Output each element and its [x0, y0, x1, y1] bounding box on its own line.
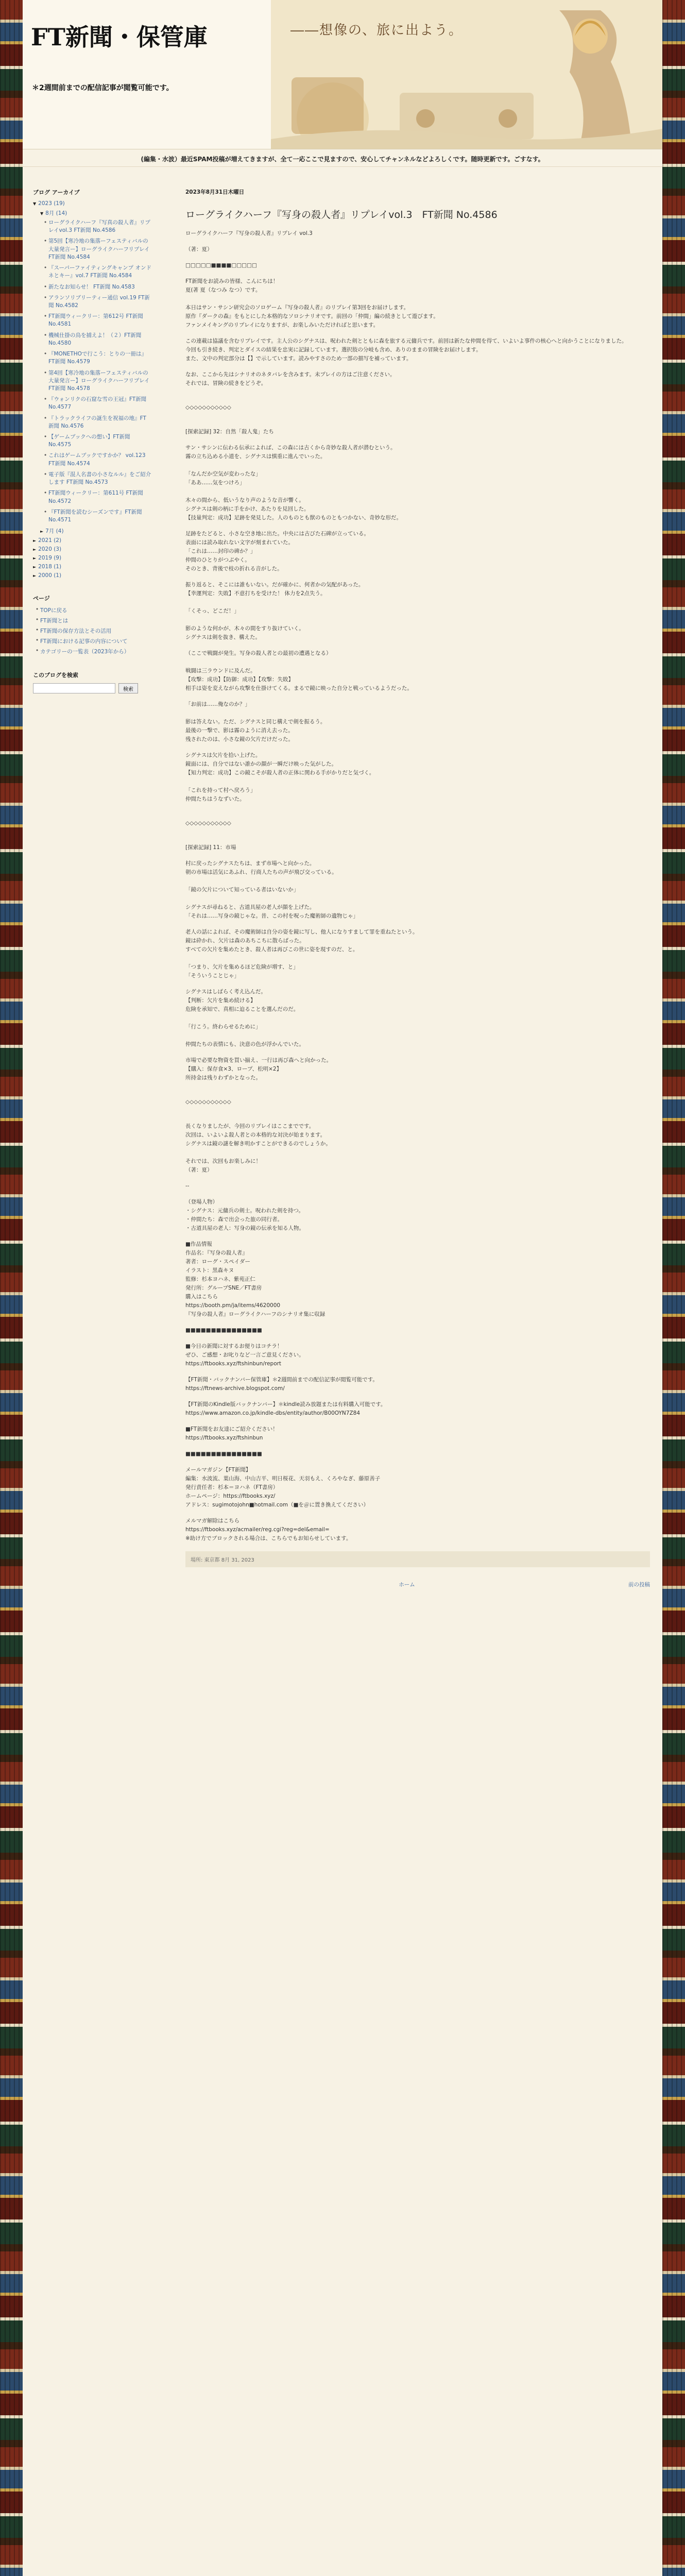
- archive-post-item[interactable]: • 『スーパーファイティングキャンプ オンドネとキー』vol.7 FT新聞 No.4584: [48, 264, 151, 280]
- search-row: [33, 683, 151, 693]
- post-paragraph: 市場で必要な物資を買い揃え、一行は再び森へと向かった。 【購入：保存食×3、ロープ、松明×2】 所持金は残りわずかとなった。: [185, 1057, 332, 1081]
- archive-year-2018[interactable]: [33, 564, 151, 570]
- archive-post-item[interactable]: • 電子版『混人名書の小さなルル』をご紹介します FT新聞 No.4573: [48, 471, 151, 486]
- search-button[interactable]: 検索: [118, 683, 138, 693]
- archive-title: ブログ アーカイブ: [33, 189, 80, 196]
- page-item[interactable]: • FT新聞とは: [40, 617, 151, 624]
- section-divider: ◇◇◇◇◇◇◇◇◇◇◇: [185, 404, 231, 411]
- post-paragraph: （登場人物） ・シグナス：元傭兵の剣士。呪われた剣を持つ。 ・仲間たち：森で出会った旅の同行者。 ・古道具屋の老人：写身の鏡の伝承を知る人物。: [185, 1199, 304, 1231]
- archive-post-item[interactable]: • 第4回【寒冷地の集落ーフェスティバルの大量発言ー】ローグライクハーフリプレイ FT新聞 No.4578: [48, 369, 151, 393]
- post-paragraph: 長くなりましたが、今回のリプレイはここまでです。 次回は、いよいよ殺人者との本格的な対決が始まります。 シグナスは鏡の謎を解き明かすことができるのでしょうか。 それでは、次回もお楽しみに！ （著：夏）: [185, 1123, 331, 1173]
- post-paragraph: （ここで戦闘が発生。写身の殺人者との最初の遭遇となる） 戦闘は三ラウンドに及んだ。 【攻撃：成功】【防御：成功】【攻撃：失敗】 相手は姿を変えながら攻撃を仕掛けてくる。まるで鏡に映った自分と戦っているようだった。: [185, 650, 413, 691]
- feedback-info: ■今日の新聞に対するお便りはコチラ！ ぜひ、ご感想・お叱りなど一言ご意見ください。 https://ftbooks.xyz/ftshinbun/report: [185, 1343, 304, 1367]
- collapse-arrow-icon[interactable]: ►: [33, 538, 37, 544]
- pages-title: ページ: [33, 595, 50, 602]
- post-body: [185, 229, 650, 1543]
- section-heading: [探索記録] 11：市場: [185, 844, 236, 851]
- section-heading: [探索記録] 32：自然「殺人鬼」たち: [185, 429, 274, 435]
- collapse-arrow-icon[interactable]: ►: [33, 565, 37, 570]
- blog-archive-widget: [33, 188, 151, 579]
- home-link[interactable]: ホーム: [399, 1582, 415, 1588]
- post-paragraph: 振り返ると、そこには誰もいない。だが確かに、何者かの気配があった。 【幸運判定：失敗】不意打ちを受けた！ 体力を2点失う。 「くそっ、どこだ！」 影のような何かが、木々の間をすり抜けていく。 シグナスは剣を抜き、構えた。: [185, 582, 364, 640]
- archive-post-item[interactable]: • 第5回【寒冷地の集落ーフェスティバルの大量発言ー】ローグライクハーフリプレイ FT新聞 No.4584: [48, 238, 151, 261]
- pages-widget: [33, 594, 151, 655]
- blog-header: [23, 0, 662, 149]
- archive-month-link[interactable]: 7月 (4): [45, 528, 64, 535]
- expand-arrow-icon[interactable]: ▼: [33, 201, 37, 206]
- page-item[interactable]: • FT新聞の保存方法とその活用: [40, 627, 151, 635]
- page-item[interactable]: • カテゴリーの一覧表（2023年から）: [40, 648, 151, 655]
- archive-post-item[interactable]: • 【ゲームブックへの想い】FT新聞 No.4575: [48, 433, 151, 449]
- post-paragraph: 足跡をたどると、小さな空き地に出た。中央には古びた石碑が立っている。 表面には読み取れない文字が刻まれていた。 「これは……封印の碑か？」 仲間のひとりがつぶやく。 そのとき、背後で枝の折れる音がした。: [185, 531, 369, 572]
- mailmag-info: メールマガジン【FT新聞】 編集：水波流、葉山海、中山吉平、明日桜花、天羽もえ、くろやなぎ、藤原善子 発行責任者：杉本＝ヨハネ（FT書房） ホームページ：https://ftbooks.xyz/ アドレス：sugimotojohn■hotmail.com（■を＠に置き換えてください）: [185, 1467, 381, 1508]
- section-divider: ◇◇◇◇◇◇◇◇◇◇◇: [185, 1099, 231, 1105]
- blog-pager: [185, 1581, 650, 1588]
- post-paragraph: 村に戻ったシグナスたちは、まず市場へと向かった。 朝の市場は活気にあふれ、行商人たちの声が飛び交っている。 「鏡の欠片について知っている者はいないか」 シグナスが尋ねると、古道具屋の老人が顔を上げた。 「それは……写身の鏡じゃな。昔、この村を呪った魔術師の遺物じゃ」: [185, 860, 358, 919]
- archive-year-2021[interactable]: [33, 537, 151, 544]
- post-paragraph: --: [185, 1183, 190, 1189]
- archive-post-item[interactable]: • 新たなお知らせ！ FT新聞 No.4583: [48, 283, 151, 291]
- post-paragraph: この連載は協議を含むリプレイです。主人公のシグナスは、呪われた剣とともに森を旅する元傭兵です。前回は新たな仲間を得て、いよいよ事件の核心へと向かうことになりました。 今回も引き続き、判定とダイスの結果を忠実に記録しています。選択肢の分岐も含め、ありのままの冒険をお届けします。 また、文中の判定部分は【】で示しています。読みやすさのため一部の描写を補っています。: [185, 338, 627, 362]
- collapse-arrow-icon[interactable]: ►: [33, 556, 37, 561]
- archive-post-item[interactable]: • 『トラックライフの誕生を祝福の地』FT新聞 No.4576: [48, 415, 151, 430]
- unsubscribe-info: メルマガ解除はこちら https://ftbooks.xyz/acmailer/reg.cgi?reg=del&email= ※助け方でブロックされる場合は、こちらでもお知らせしています。: [185, 1518, 352, 1541]
- expand-arrow-icon[interactable]: ▼: [40, 211, 44, 216]
- archive-post-item[interactable]: • 機械仕掛の鳥を捕えよ！（２）FT新聞 No.4580: [48, 332, 151, 347]
- page-item[interactable]: • FT新聞における記事の内容について: [40, 637, 151, 645]
- kindle-info: 【FT新聞のKindle版バックナンバー】＊kindle読み放題または有料購入可能です。 https://www.amazon.co.jp/kindle-dbs/entity/author/B00OYN7Z84: [185, 1401, 386, 1416]
- page-item[interactable]: • TOPに戻る: [40, 606, 151, 614]
- archive-year-link[interactable]: 2000 (1): [38, 572, 62, 579]
- archive-post-item[interactable]: • FT新聞ウィークリー：第611号 FT新聞 No.4572: [48, 489, 151, 505]
- collapse-arrow-icon[interactable]: ►: [40, 529, 44, 534]
- post-paragraph: シグナスはしばらく考え込んだ。 【判断：欠片を集め続ける】 危険を承知で、真相に迫ることを選んだのだ。 「行こう。終わらせるために」 仲間たちの表情にも、決意の色が浮かんでいた。: [185, 989, 304, 1047]
- bookshelf-background-left: [0, 0, 23, 2576]
- post-footer: 場所: 東京都 8月 31, 2023: [185, 1551, 650, 1567]
- post-paragraph: FT新聞をお読みの皆様、こんにちは！ 夏(著 夏（なつみ なつ）です。 本日はサン・サシン研究会のソロゲーム『写身の殺人者』のリプレイ第3回をお届けします。 原作『ダークの森』をもとにした本格的なソロシナリオです。前回の「仲間」編の続きとして遊びます。 ファンメイキングのリプレイになりますが、お楽しみいただければと思います。: [185, 278, 439, 328]
- archive-post-item[interactable]: • 『ウォンリクの石窟な雪の王冠』FT新聞 No.4577: [48, 396, 151, 411]
- section-divider: ■■■■■■■■■■■■■■■: [185, 1451, 262, 1457]
- section-divider: ◇◇◇◇◇◇◇◇◇◇◇: [185, 820, 231, 826]
- bookshelf-background-right: [662, 0, 685, 2576]
- notice-bar: (編集・水波）最近SPAM投稿が増えてきますが、全て一応ここで見ますので、安心してチャンネルなどよろしくです。随時更新です。ごすなす。: [23, 149, 662, 167]
- archive-post-list: [48, 219, 151, 524]
- archive-info: 【FT新聞・バックナンバー保管庫】＊2週間前までの配信記事が閲覧可能です。 https://ftnews-archive.blogspot.com/: [185, 1377, 378, 1392]
- post-paragraph: 老人の話によれば、その魔術師は自分の姿を鏡に写し、他人になりすまして罪を重ねたという。 鏡は砕かれ、欠片は森のあちこちに散らばった。 すべての欠片を集めたとき、殺人者は再びこの世に姿を現すのだ、と。 「つまり、欠片を集めるほど危険が増す、と」 「そういうことじゃ」: [185, 929, 418, 979]
- collapse-arrow-icon[interactable]: ►: [33, 547, 37, 552]
- archive-year-2023[interactable]: [33, 200, 151, 207]
- archive-year-2020[interactable]: [33, 546, 151, 552]
- archive-year-link[interactable]: 2021 (2): [38, 537, 62, 544]
- sidebar: [33, 188, 151, 709]
- archive-year-2000[interactable]: [33, 572, 151, 579]
- archive-year-2019[interactable]: [33, 555, 151, 561]
- archive-post-item[interactable]: • 『FT新聞を読むシーズンです』FT新聞 No.4571: [48, 509, 151, 524]
- archive-year-link[interactable]: 2020 (3): [38, 546, 62, 553]
- post-paragraph: シグナスは欠片を拾い上げた。 鏡面には、自分ではない誰かの顔が一瞬だけ映った気がした。 【知力判定：成功】この鏡こそが殺人者の正体に関わる手がかりだと気づく。 「これを持って村へ戻ろう」 仲間たちはうなずいた。: [185, 752, 375, 802]
- archive-year-link[interactable]: 2018 (1): [38, 564, 62, 570]
- archive-post-item[interactable]: • アランソリブリーティー通信 vol.19 FT新聞 No.4582: [48, 294, 151, 310]
- search-widget: [33, 671, 151, 693]
- archive-post-item[interactable]: • 『MONETHOで行こう：とりの一冊は』FT新聞 No.4579: [48, 350, 151, 366]
- blog-tagline: ――想像の、旅に出よう。: [290, 23, 463, 38]
- post-paragraph: 「お前は……俺なのか？」 影は答えない。ただ、シグナスと同じ構えで剣を振るう。 最後の一撃で、影は霧のように消え去った。 残されたのは、小さな鏡の欠片だけだった。: [185, 701, 326, 742]
- blog-description: ＊2週間前までの配信記事が閲覧可能です。: [32, 84, 174, 92]
- post-paragraph: □□□□□■■■■□□□□□: [185, 262, 257, 268]
- archive-year-link[interactable]: 2019 (9): [38, 555, 62, 562]
- archive-month-link[interactable]: 8月 (14): [45, 210, 67, 216]
- search-title: このブログを検索: [33, 672, 78, 679]
- search-input[interactable]: [33, 683, 115, 693]
- section-divider: ■■■■■■■■■■■■■■■: [185, 1327, 262, 1333]
- older-post-link[interactable]: 前の投稿: [628, 1582, 650, 1588]
- share-info: ■FT新聞をお友達にご紹介ください！ https://ftbooks.xyz/ftshinbun: [185, 1426, 278, 1441]
- post-paragraph: なお、ここから先はシナリオのネタバレを含みます。未プレイの方はご注意ください。 それでは、冒険の続きをどうぞ。: [185, 371, 396, 386]
- post-paragraph: サン・サシンに伝わる伝承によれば、この森には古くから奇妙な殺人者が潜むという。 霧の立ち込める小道を、シグナスは慎重に進んでいった。 「なんだか空気が変わったな」 「ああ……気をつけろ」 木々の間から、低いうなり声のような音が響く。 シグナスは剣の柄に手をかけ、あたりを見回した。 【技量判定：成功】足跡を発見した。人のものとも獣のものともつかない、奇妙な形だ。: [185, 445, 402, 521]
- post-paragraph: （著：夏）: [185, 246, 213, 252]
- archive-post-item[interactable]: • ローグライクハーフ『写真の殺人者』リプレイvol.3 FT新聞 No.4586: [48, 219, 151, 234]
- main-content: [185, 188, 650, 1588]
- collapse-arrow-icon[interactable]: ►: [33, 573, 37, 579]
- post-title[interactable]: ローグライクハーフ『写身の殺人者』リプレイvol.3 FT新聞 No.4586: [185, 209, 498, 221]
- blog-title[interactable]: FT新聞・保管庫: [31, 23, 208, 51]
- post-date: 2023年8月31日木曜日: [185, 189, 245, 195]
- pages-list: [40, 606, 151, 655]
- archive-month-july[interactable]: [40, 527, 151, 535]
- archive-post-item[interactable]: • FT新聞ウィークリー：第612号 FT新聞 No.4581: [48, 313, 151, 328]
- blog-page: [23, 0, 662, 2576]
- archive-post-item[interactable]: • これはゲームブックですかか？ vol.123 FT新聞 No.4574: [48, 452, 151, 467]
- post-paragraph: ローグライクハーフ『写身の殺人者』リプレイ vol.3: [185, 230, 313, 236]
- archive-year-link[interactable]: 2023 (19): [38, 200, 65, 207]
- archive-month-august[interactable]: [40, 209, 151, 217]
- work-info: ■作品情報 作品名：『写身の殺人者』 著者：ローグ・スペイダー イラスト：黒森キヌ 監修：杉本ヨハネ、紫苑正仁 発行所：グループSNE／FT書房 購入はこちら https://booth.pm/ja/items/4620000 『写身の殺人者』ローグライクハーフのシナリオ集に収録: [185, 1241, 326, 1317]
